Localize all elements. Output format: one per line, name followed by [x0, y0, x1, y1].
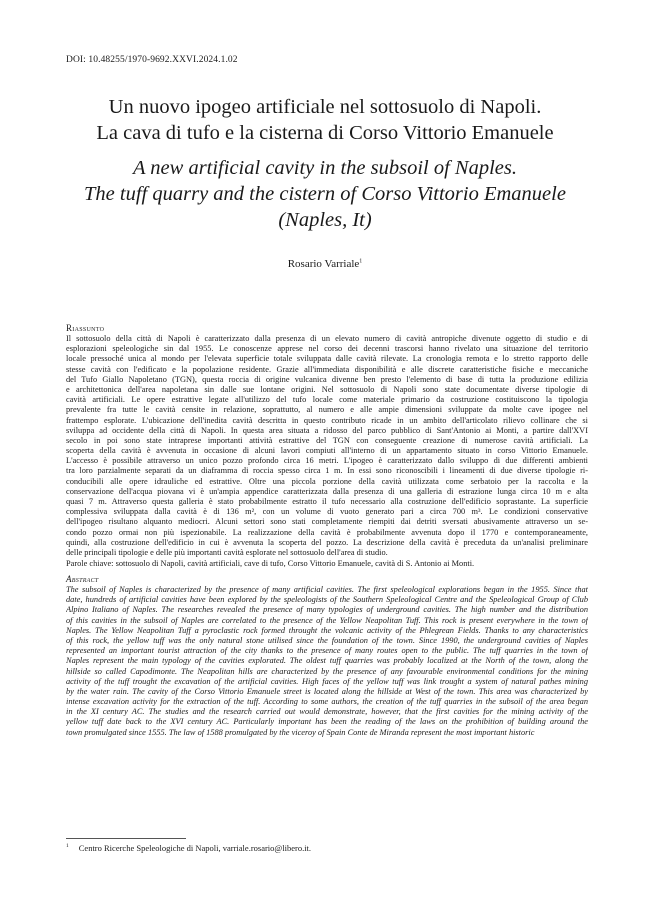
footnote-mark: 1	[66, 843, 69, 850]
footnote	[66, 843, 311, 853]
text-line: esplorazioni speleologiche sin dal 1955. Le conoscenze apprese nel corso dei decenni trascorsi hanno rivelato una situazione del territorio	[66, 344, 588, 354]
riassunto-heading: Riassunto	[66, 323, 105, 333]
text-line: delle principali tipologie e delle più importanti cavità esplorate nel sottosuolo dell'area di studio.	[66, 547, 388, 557]
text-line: e architettonica dell'area napoletana sin dalle sue lontane origini. Nel sottosuolo di Napoli sono state documentate diverse tipologie di	[66, 384, 588, 394]
text-line: stesse cavità con l'edificato e la popolazione residente. Grazie all'immediata disponibilità e alle discrete caratteristiche fisiche e meccaniche	[66, 364, 588, 374]
title-english-line: A new artificial cavity in the subsoil of Naples.	[133, 157, 517, 179]
title-italian-line: Un nuovo ipogeo artificiale nel sottosuolo di Napoli.	[108, 96, 542, 118]
text-line: conservazione dell'acqua piovana vi è un'ampia appendice caratterizzata dalla presenza di una galleria di estrazione lunga circa 10 m e alta	[66, 486, 588, 496]
text-line: tra loro parzialmente separati da un diaframma di roccia spesso circa 1 m. In essi sono riconoscibili i lineamenti di due diverse tipologie ri-	[66, 466, 588, 476]
text-line: secolo in poi sono state intraprese importanti attività estrattive del TGN con conseguente creazione di numerose cavità artificiali. La	[66, 435, 588, 445]
text-line: The subsoil of Naples is characterized by the presence of many artificial cavities. The first speleological explorations began in the 1955. Since that	[66, 585, 588, 594]
footnote-text: Centro Ricerche Speleologiche di Napoli, varriale.rosario@libero.it.	[78, 843, 312, 853]
text-line: conducibili alle opere idrauliche ed estrattive. Oltre una piccola porzione della cavità utilizzata come serbatoio per la raccolta e la	[66, 476, 588, 486]
text-line: complessiva sviluppata dalla cavità è di 136 m², con un volume di vuoto generato pari a circa 700 m³. Le condizioni conservative	[66, 507, 588, 517]
author-name: Rosario Varriale	[287, 258, 360, 270]
text-line: dell'ipogeo risultano alquanto mediocri. Alcuni settori sono stati completamente riempiti dai detriti sversati abusivamente attraverso un se-	[66, 517, 588, 527]
text-line: frattempo esplorate. L'ubicazione dell'inedita cavità descritta in questo contributo ricade in un ambito dell'articolato rilievo collinare che si	[66, 415, 588, 425]
text-line: town promulgated since 1555. The law of 1588 promulgated by the viceroy of Spain Conte de Miranda represent the most important historic	[66, 727, 535, 737]
text-line: Il sottosuolo della città di Napoli è caratterizzato dalla presenza di un elevato numero di cavità antropiche divenute oggetto di studio e di	[66, 334, 588, 343]
text-line: del Tufo Giallo Napoletano (TGN), questa roccia di origine vulcanica divenne ben presto l'elemento di base di tutta la produzione edilizia	[66, 374, 588, 384]
title-english-line: (Naples, It)	[278, 209, 372, 231]
author	[0, 258, 650, 270]
abstract-heading: Abstract	[66, 574, 99, 584]
text-line: of this cavities in the subsoil of Naples are correlated to the presence of the Yellow Neapolitan Tuff. This rock is present everywhere in the town of	[66, 615, 588, 625]
text-line: sviluppa ad occidente della città di Napoli. In questa area situata a ridosso del parco pubblico di Sant'Antonio ai Monti, a partire dall'XVI	[66, 425, 588, 435]
text-line: yellow tuff date back to the XVI century AC. Particularly important has been the reading of the laws on the prohibition of building around the	[66, 717, 588, 727]
doi: DOI: 10.48255/1970-9692.XXVI.2024.1.02	[66, 55, 238, 65]
title-english	[40, 155, 610, 233]
text-line: by the water rain. The cavity of the Corso Vittorio Emanuele street is located along the hillside at West of the town. This area was characterized by	[66, 686, 588, 696]
text-line: quasi 7 m. Attraverso questa galleria è stato probabilmente estratto il tufo necessario alla costruzione dell'edificio soprastante. La superficie	[66, 497, 588, 506]
text-line: hillside so called Capodimonte. The Neapolitan hills are characterized by the presence of any favourable environmental conditions for the mining	[66, 666, 588, 676]
text-line: Naples represent the main typology of the cavities explorated. The oldest tuff quarries was probably localized at the North of the town, along the	[66, 656, 588, 666]
text-line: date, hundreds of artificial cavities have been explored by the speleologists of the Southern Speleological Centre and the Speleological Group of Club	[66, 595, 588, 605]
text-line: scoperta della cavità è avvenuta in occasione di alcuni lavori compiuti all'interno di un appartamento situato in corso Vittorio Emanuele.	[66, 446, 588, 456]
text-line: L'accesso è possibile attraverso un unico pozzo profondo circa 16 metri. L'ipogeo è caratterizzato dallo sviluppo di due differenti ambienti	[66, 456, 588, 466]
text-line: activity of the tuff trought the excavation of the artificial cavities. High faces of the yellow tuff was link trought a system of natural pathes mining	[66, 676, 588, 686]
text-line: condo pozzo ormai non più ispezionabile. La realizzazione della cavità è probabilmente avvenuta dopo il 1770 e contemporaneamente,	[66, 527, 588, 537]
text-line: quindi, alla costruzione dell'edificio in cui è avvenuta la scoperta del pozzo. La descrizione della cavità è preceduta da un'analisi preliminare	[66, 537, 588, 547]
title-italian-line: La cava di tufo e la cisterna di Corso Vittorio Emanuele	[96, 122, 554, 144]
keywords	[66, 559, 588, 569]
keywords-line: Parole chiave: sottosuolo di Napoli, cavità artificiali, cave di tufo, Corso Vittorio Emanuele, cavità di S. Antonio ai Monti.	[66, 559, 475, 568]
text-line: prevalente fra tutte le cavità censite in relazione, soprattutto, al numero e alle ampie dimensioni sviluppate da molte cave ipogee nel	[66, 405, 588, 415]
text-line: represented an important tourist attraction of the city thanks to the presence of many routes open to the public. The tuff quarries in the town of	[66, 646, 588, 656]
text-line: cavità artificiali. Le opere estrattive legate all'utilizzo del tufo locale come materiale primario da costruzione costituiscono la tipologia	[66, 395, 588, 405]
text-line: locale pressoché unica al mondo per l'elevata superficie totale sviluppata dalle cavità rilevate. La cronologia remota e lo stretto rapporto delle	[66, 354, 588, 364]
riassunto-body	[66, 334, 588, 558]
text-line: in the XI century AC. The studies and the research carried out would demonstrate, however, that the first cavities for the mining activity of the	[66, 707, 588, 717]
text-line: Alpino Italiano of Naples. The researches revealed the presence of many typologies of underground cavities. The high number and the distribution	[66, 605, 588, 615]
abstract-body	[66, 585, 588, 738]
author-footnote-mark: 1	[359, 258, 363, 265]
title-english-line: The tuff quarry and the cistern of Corso Vittorio Emanuele	[84, 183, 566, 205]
footnote-rule	[66, 838, 186, 839]
title-italian	[40, 94, 610, 146]
text-line: of this rock, the yellow tuff was the only natural stone utilised since the foundation of the town. Since 1990, the underground cavities of Naples	[66, 635, 588, 645]
text-line: intense excavation activity for the extraction of the tuff. According to some authors, the creation of the tuff quarries in the subsoil of the area began	[66, 697, 588, 707]
text-line: Naples. The Yellow Neapolitan Tuff a pyroclastic rock formed throught the volcanic activity of the Phlegrean Fields. Thanks to any characteristics	[66, 625, 588, 635]
